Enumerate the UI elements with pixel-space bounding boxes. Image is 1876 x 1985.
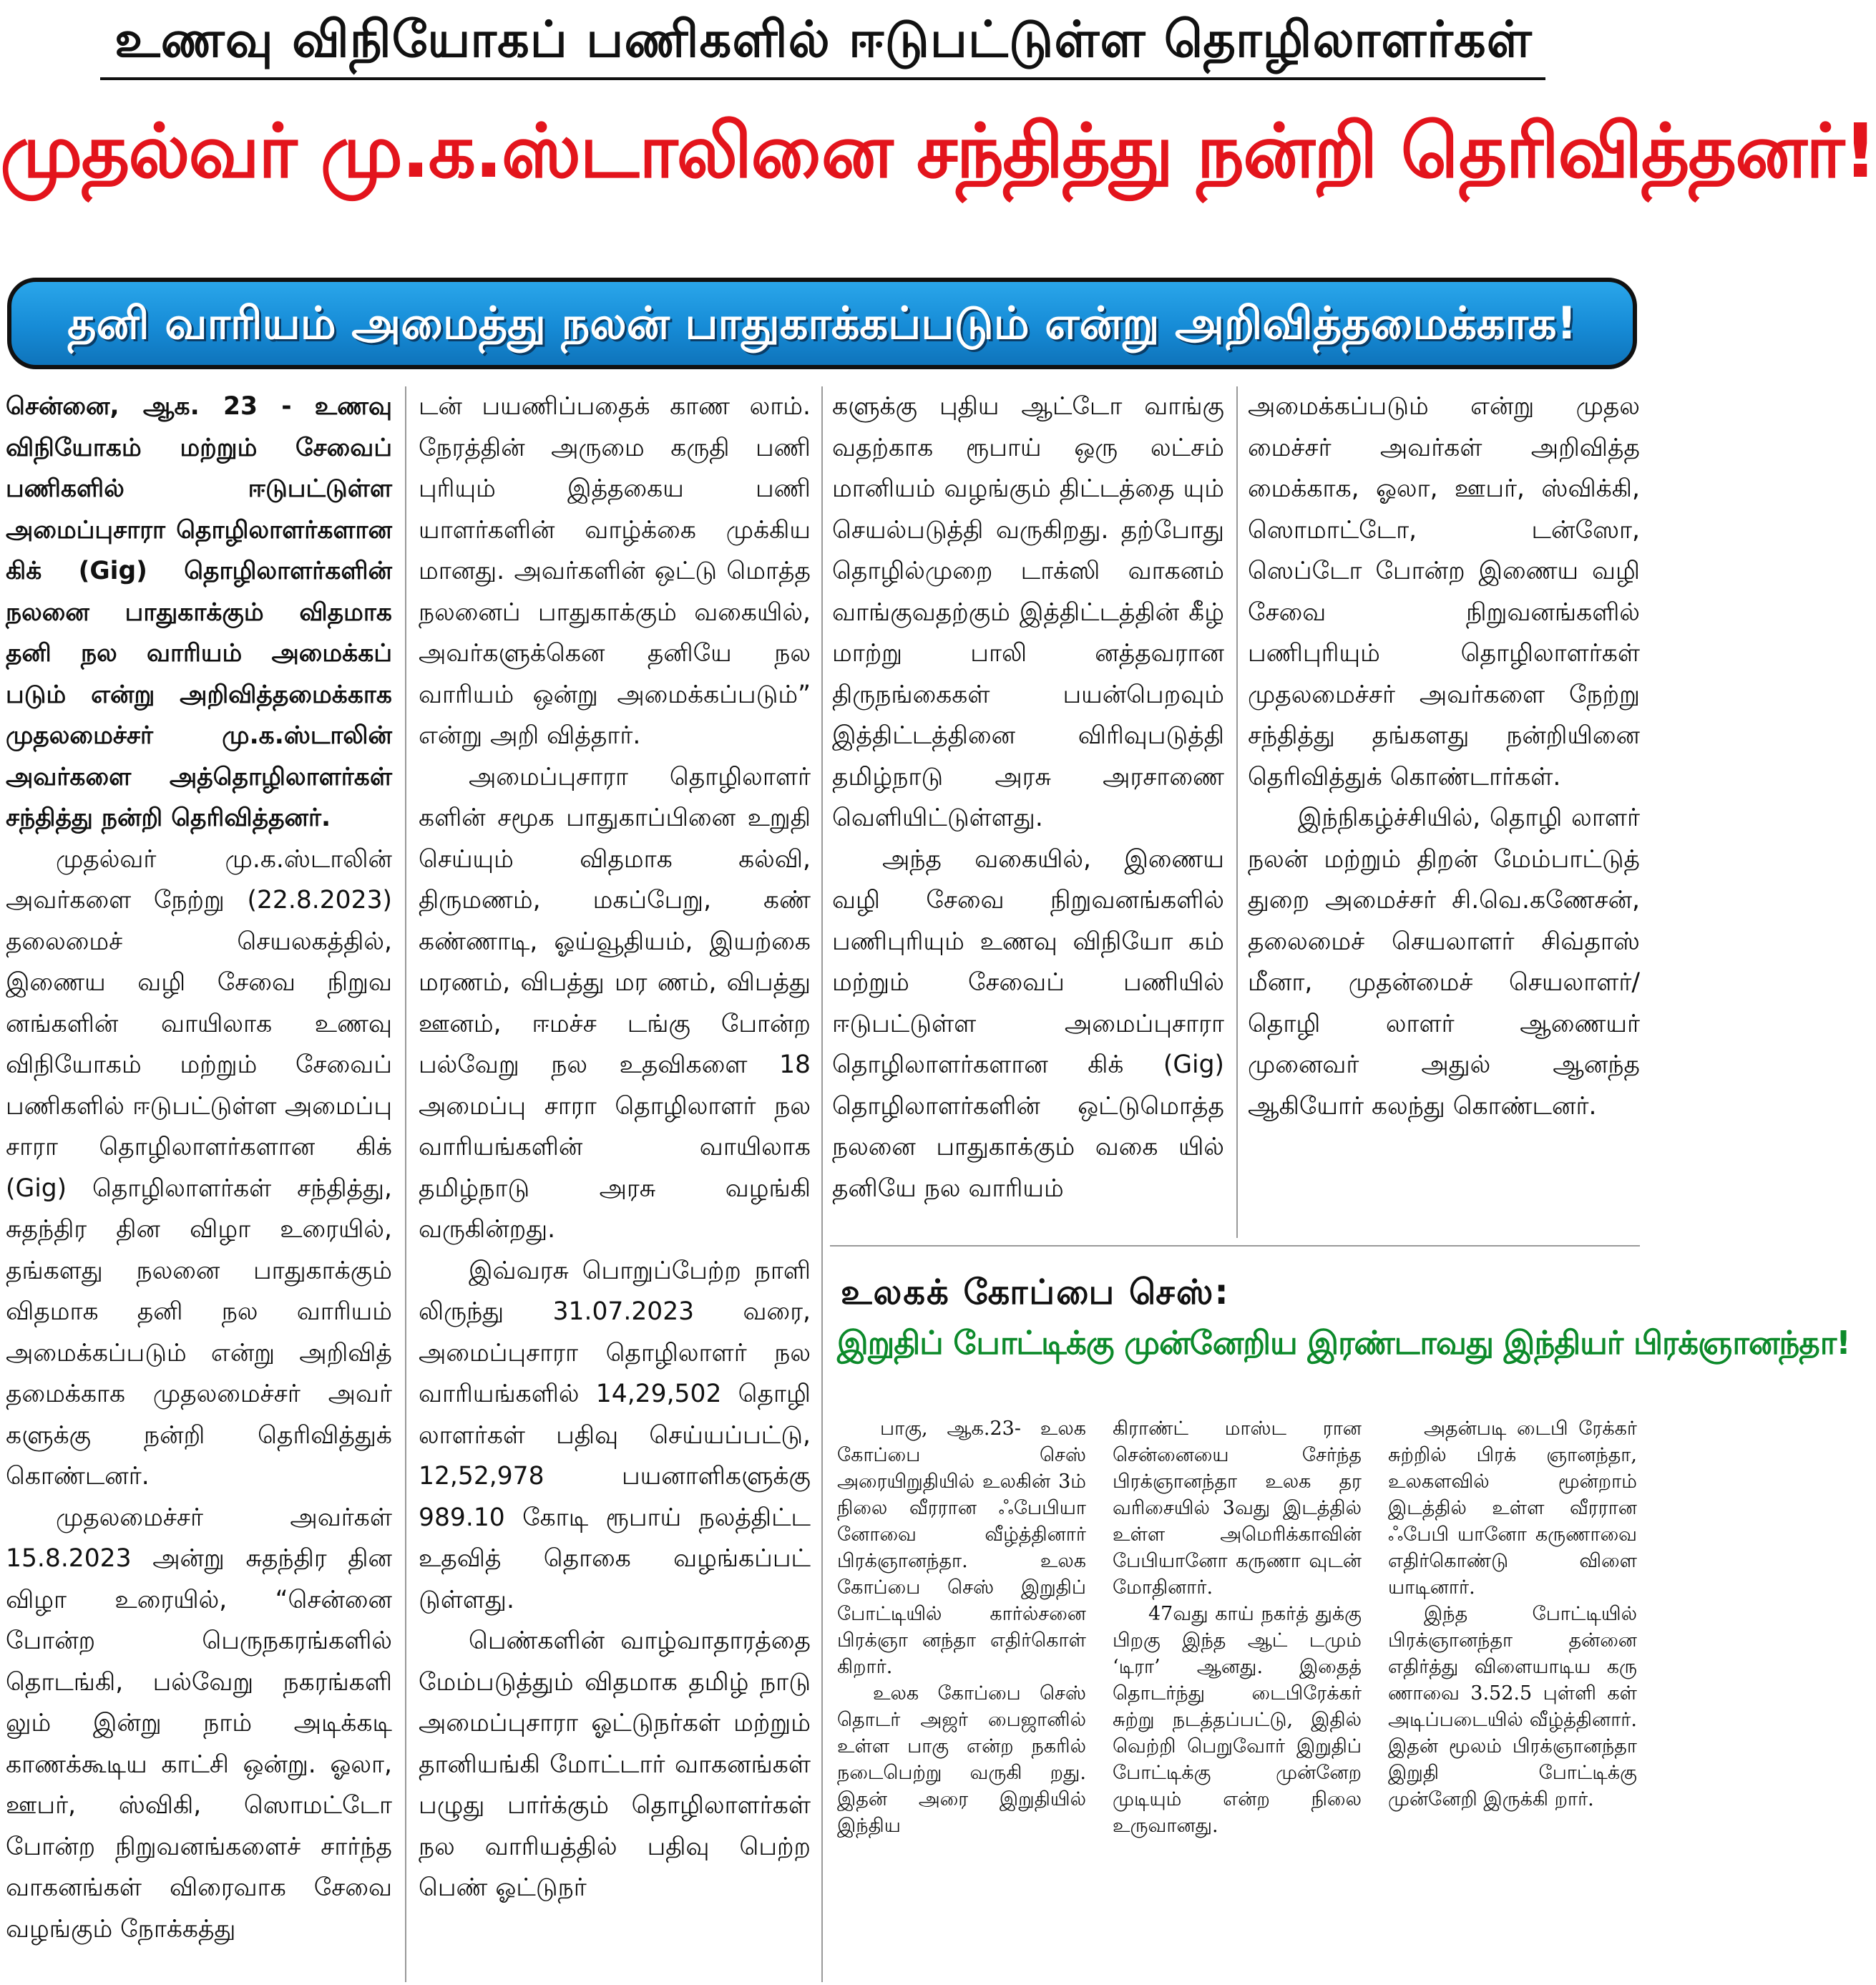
article-column-2 bbox=[419, 386, 811, 1909]
subheadline-text: தனி வாரியம் அமைத்து நலன் பாதுகாக்கப்படும் என்று அறிவித்தமைக்காக! bbox=[67, 297, 1577, 349]
paragraph: கிராண்ட் மாஸ்ட ரான சென்னையை சேர்ந்த பிரக்ஞானந்தா உலக தர வரிசையில் 3வது இடத்தில் உள்ள அமெரிக்காவின் பேபியானோ கருணா வுடன் மோதினார். bbox=[1113, 1418, 1362, 1599]
lead-text: உணவு விநியோகம் மற்றும் சேவைப் பணிகளில் ஈடுபட்டுள்ள அமைப்புசாரா தொழிலாளர்களான கிக் (Gig) தொழிலாளர்களின் நலனை பாதுகாக்கும் விதமாக தனி நல வாரியம் அமைக்கப் படும் என்று அறிவித்தமைக்காக முதலமைச்சர் மு.க.ஸ்டாலின் அவர்களை அத்தொழிலாளர்கள் சந்தித்து நன்றி தெரிவித்தனர். bbox=[6, 392, 393, 832]
paragraph: 47வது காய் நகர்த் துக்கு பிறகு இந்த ஆட் டமும் ‘டிரா’ ஆனது. இதைத் தொடர்ந்து டைபிரேக்கர் சுற்று நடத்தப்பட்டு, இதில் வெற்றி பெறுவோர் இறுதிப் போட்டிக்கு முன்னேற முடியும் என்ற நிலை உருவானது. bbox=[1113, 1603, 1362, 1837]
chess-headline: இறுதிப் போட்டிக்கு முன்னேறிய இரண்டாவது இந்தியர் பிரக்ஞானந்தா! bbox=[837, 1324, 1850, 1362]
chess-column-1 bbox=[837, 1415, 1086, 1839]
chess-column-3 bbox=[1388, 1415, 1637, 1813]
chess-column-2 bbox=[1113, 1415, 1362, 1839]
kicker-underline bbox=[100, 77, 1545, 80]
paragraph: முதல்வர் மு.க.ஸ்டாலின் அவர்களை நேற்று (22.8.2023) தலைமைச் செயலகத்தில், இணைய வழி சேவை நிறுவ னங்களின் வாயிலாக உணவு விநியோகம் மற்றும் சேவைப் பணிகளில் ஈடுபட்டுள்ள அமைப்பு சாரா தொழிலாளர்களான கிக் (Gig) தொழிலாளர்கள் சந்தித்து, சுதந்திர தின விழா உரையில், தங்களது நலனை பாதுகாக்கும் விதமாக தனி நல வாரியம் அமைக்கப்படும் என்று அறிவித் தமைக்காக முதலமைச்சர் அவர் களுக்கு நன்றி தெரிவித்துக் கொண்டனர். bbox=[6, 844, 392, 1491]
column-divider bbox=[405, 386, 406, 1982]
subheadline-banner bbox=[7, 278, 1637, 369]
column-divider bbox=[1236, 386, 1238, 1238]
paragraph: டன் பயணிப்பதைக் காண லாம். நேரத்தின் அருமை கருதி பணி புரியும் இத்தகைய பணி யாளர்களின் வாழ்க்கை முக்கிய மானது. அவர்களின் ஒட்டு மொத்த நலனைப் பாதுகாக்கும் வகையில், அவர்களுக்கென தனியே நல வாரியம் ஒன்று அமைக்கப்படும்” என்று அறி வித்தார். bbox=[419, 392, 811, 750]
paragraph: அமைப்புசாரா தொழிலாளர் களின் சமூக பாதுகாப்பினை உறுதி செய்யும் விதமாக கல்வி, திருமணம், மகப்பேறு, கண் கண்ணாடி, ஓய்வூதியம், இயற்கை மரணம், விபத்து மர ணம், விபத்து ஊனம், ஈமச்ச டங்கு போன்ற பல்வேறு நல உதவிகளை 18 அமைப்பு சாரா தொழிலாளர் நல வாரியங்களின் வாயிலாக தமிழ்நாடு அரசு வழங்கி வருகின்றது. bbox=[419, 762, 811, 1244]
paragraph: உலக கோப்பை செஸ் தொடர் அஜர் பைஜானில் உள்ள பாகு என்ற நகரில் நடைபெற்று வருகி றது. இதன் அரை இறுதியில் இந்திய bbox=[837, 1682, 1086, 1837]
paragraph: அமைக்கப்படும் என்று முதல மைச்சர் அவர்கள் அறிவித்த மைக்காக, ஓலா, ஊபர், ஸ்விக்கி, ஸொமாட்டோ, டன்ஸோ, ஸெப்டோ போன்ற இணைய வழி சேவை நிறுவனங்களில் பணிபுரியும் தொழிலாளர்கள் முதலமைச்சர் அவர்களை நேற்று சந்தித்து தங்களது நன்றியினை தெரிவித்துக் கொண்டார்கள். bbox=[1248, 392, 1640, 791]
paragraph: முதலமைச்சர் அவர்கள் 15.8.2023 அன்று சுதந்திர தின விழா உரையில், “சென்னை போன்ற பெருநகரங்களில் தொடங்கி, பல்வேறு நகரங்களி லும் இன்று நாம் அடிக்கடி காணக்கூடிய காட்சி ஒன்று. ஓலா, ஊபர், ஸ்விகி, ஸொமட்டோ போன்ற நிறுவனங்களைச் சார்ந்த வாகனங்கள் விரைவாக சேவை வழங்கும் நோக்கத்து bbox=[6, 1503, 392, 1943]
paragraph: இவ்வரசு பொறுப்பேற்ற நாளி லிருந்து 31.07.2023 வரை, அமைப்புசாரா தொழிலாளர் நல வாரியங்களில் 14,29,502 தொழி லாளர்கள் பதிவு செய்யப்பட்டு, 12,52,978 பயனாளிகளுக்கு 989.10 கோடி ரூபாய் நலத்திட்ட உதவித் தொகை வழங்கப்பட் டுள்ளது. bbox=[419, 1256, 811, 1614]
article-column-4 bbox=[1248, 386, 1640, 1127]
paragraph: அதன்படி டைபி ரேக்கர் சுற்றில் பிரக் ஞானந்தா, உலகளவில் மூன்றாம் இடத்தில் உள்ள வீரரான ஃபேபி யானோ கருணாவை எதிர்கொண்டு விளை யாடினார். bbox=[1388, 1418, 1637, 1599]
paragraph: பாகு, ஆக.23- உலக கோப்பை செஸ் அரையிறுதியில் உலகின் 3ம் நிலை வீரரான ஃபேபியா னோவை வீழ்த்தினார் பிரக்ஞானந்தா. உலக கோப்பை செஸ் இறுதிப் போட்டியில் கார்ல்சனை பிரக்ஞா னந்தா எதிர்கொள் கிறார். bbox=[837, 1418, 1086, 1678]
dateline: சென்னை, ஆக. 23 - bbox=[6, 392, 292, 421]
paragraph: பெண்களின் வாழ்வாதாரத்தை மேம்படுத்தும் விதமாக தமிழ் நாடு அமைப்புசாரா ஓட்டுநர்கள் மற்றும் தானியங்கி மோட்டார் வாகனங்கள் பழுது பார்க்கும் தொழிலாளர்கள் நல வாரியத்தில் பதிவு பெற்ற பெண் ஓட்டுநர் bbox=[419, 1626, 811, 1902]
paragraph: களுக்கு புதிய ஆட்டோ வாங்கு வதற்காக ரூபாய் ஒரு லட்சம் மானியம் வழங்கும் திட்டத்தை யும் செயல்படுத்தி வருகிறது. தற்போது தொழில்முறை டாக்ஸி வாகனம் வாங்குவதற்கும் இத்திட்டத்தின் கீழ் மாற்று பாலி னத்தவரான திருநங்கைகள் பயன்பெறவும் இத்திட்டத்தினை விரிவுபடுத்தி தமிழ்நாடு அரசு அரசாணை வெளியிட்டுள்ளது. bbox=[832, 392, 1224, 832]
paragraph: இந்த போட்டியில் பிரக்ஞானந்தா தன்னை எதிர்த்து விளையாடிய கரு ணாவை 3.52.5 புள்ளி கள் அடிப்படையில் வீழ்த்தினார். இதன் மூலம் பிரக்ஞானந்தா இறுதி போட்டிக்கு முன்னேறி இருக்கி றார். bbox=[1388, 1603, 1637, 1810]
paragraph: இந்நிகழ்ச்சியில், தொழி லாளர் நலன் மற்றும் திறன் மேம்பாட்டுத் துறை அமைச்சர் சி.வெ.கணேசன், தலைமைச் செயலாளர் சிவ்தாஸ் மீனா, முதன்மைச் செயலாளர்/தொழி லாளர் ஆணையர் முனைவர் அதுல் ஆனந்த ஆகியோர் கலந்து கொண்டனர். bbox=[1248, 804, 1640, 1121]
article-column-1 bbox=[6, 386, 392, 1950]
chess-kicker: உலகக் கோப்பை செஸ்: bbox=[841, 1272, 1230, 1312]
kicker: உணவு விநியோகப் பணிகளில் ஈடுபட்டுள்ள தொழிலாளர்கள் bbox=[114, 10, 1533, 69]
headline: முதல்வர் மு.க.ஸ்டாலினை சந்தித்து நன்றி தெரிவித்தனர்! bbox=[0, 107, 1876, 195]
paragraph: அந்த வகையில், இணைய வழி சேவை நிறுவனங்களில் பணிபுரியும் உணவு விநியோ கம் மற்றும் சேவைப் பணியில் ஈடுபட்டுள்ள அமைப்புசாரா தொழிலாளர்களான கிக் (Gig) தொழிலாளர்களின் ஒட்டுமொத்த நலனை பாதுகாக்கும் வகை யில் தனியே நல வாரியம் bbox=[832, 844, 1224, 1203]
article-lead bbox=[6, 386, 392, 839]
section-divider bbox=[830, 1245, 1640, 1247]
column-divider bbox=[821, 386, 823, 1982]
article-column-3 bbox=[832, 386, 1224, 1209]
